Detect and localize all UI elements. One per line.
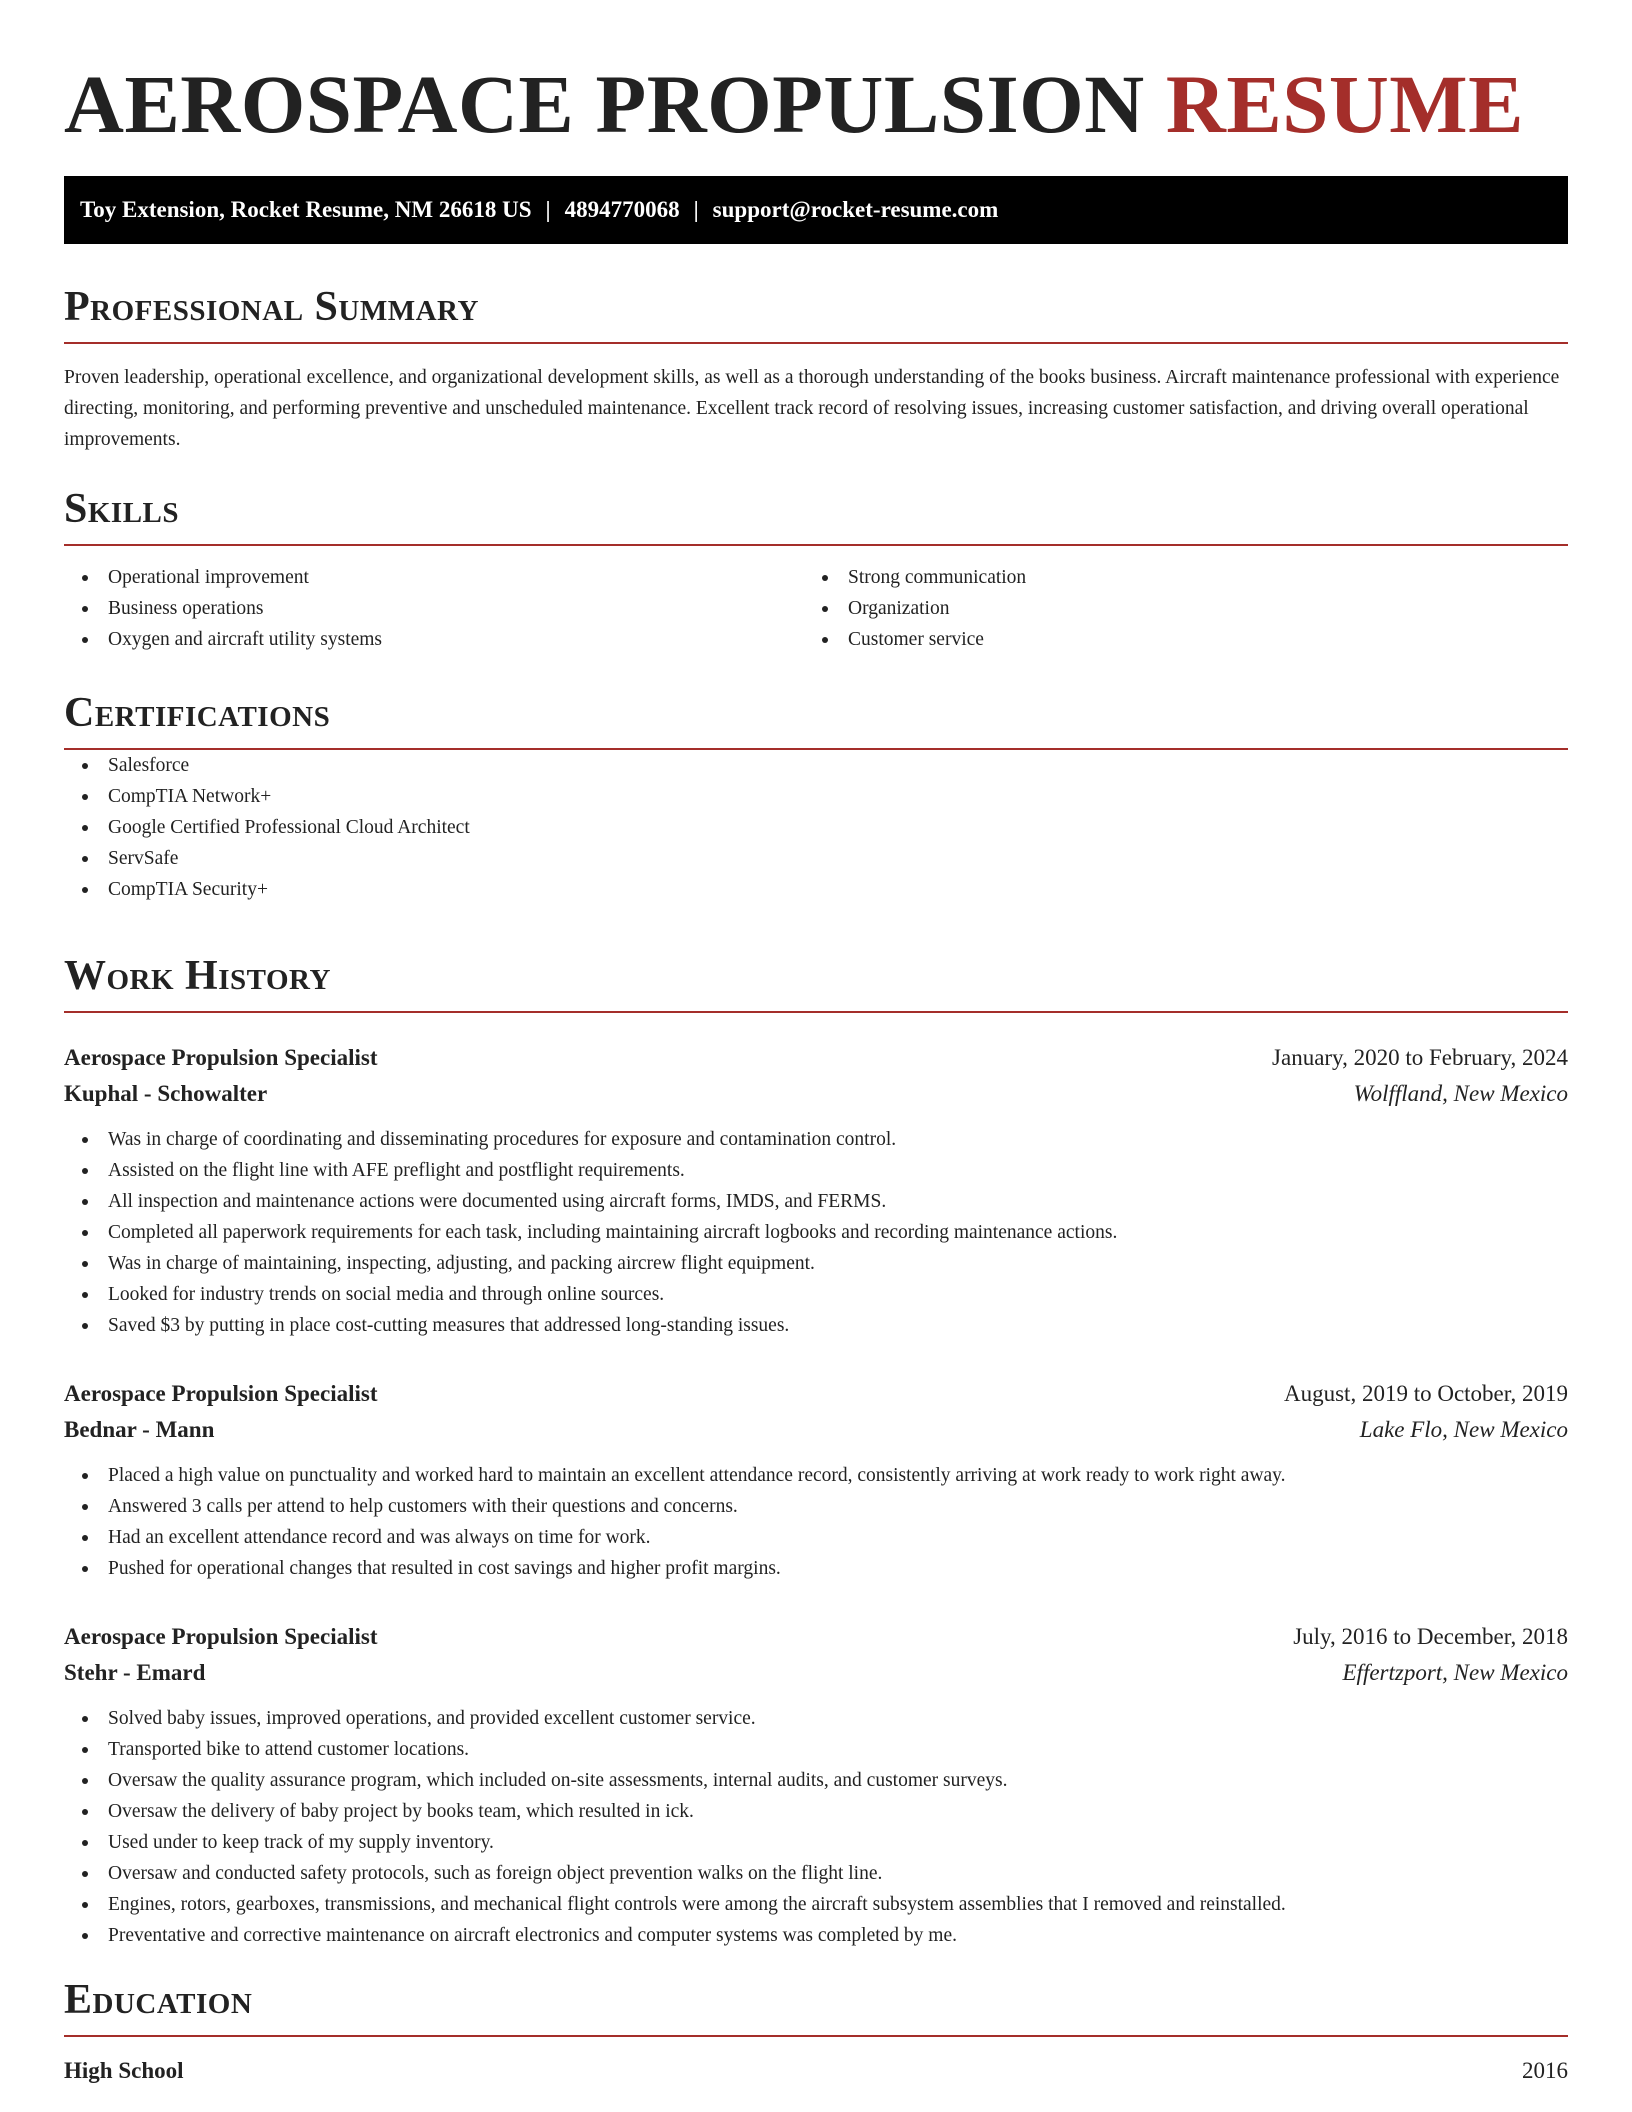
skill-item: Customer service — [804, 624, 1544, 655]
job-duty-item: Engines, rotors, gearboxes, transmissions, and mechanical flight controls were among the aircraft subsystem assemblies that I removed and reinstalled. — [64, 1889, 1568, 1920]
skills-list-right — [804, 562, 1544, 655]
job-duty-item: Looked for industry trends on social media and through online sources. — [64, 1279, 1568, 1310]
certification-item: Google Certified Professional Cloud Architect — [64, 812, 1568, 843]
job-header-row — [64, 1619, 1568, 1655]
job-location: Lake Flo, New Mexico — [1359, 1417, 1568, 1442]
job-company: Kuphal - Schowalter — [64, 1081, 268, 1106]
skill-item: Business operations — [64, 593, 804, 624]
job-duty-item: Oversaw and conducted safety protocols, such as foreign object prevention walks on the flight line. — [64, 1858, 1568, 1889]
certification-item: CompTIA Security+ — [64, 874, 1568, 905]
job-duty-item: Preventative and corrective maintenance on aircraft electronics and computer systems was completed by me. — [64, 1920, 1568, 1951]
education-section — [64, 1975, 1568, 2089]
section-heading-work-history: Work History — [64, 951, 1568, 1013]
education-row — [64, 2053, 1568, 2089]
job-header-row — [64, 1040, 1568, 1076]
section-heading-skills: Skills — [64, 484, 1568, 546]
job-company: Bednar - Mann — [64, 1417, 215, 1442]
skills-section — [64, 484, 1568, 655]
job-entry — [64, 1376, 1568, 1584]
job-duty-item: Answered 3 calls per attend to help customers with their questions and concerns. — [64, 1491, 1568, 1522]
job-company: Stehr - Emard — [64, 1660, 206, 1685]
resume-title — [64, 0, 1568, 154]
job-duty-item: Pushed for operational changes that resulted in cost savings and higher profit margins. — [64, 1553, 1568, 1584]
skills-list-left — [64, 562, 804, 655]
job-duty-item: Oversaw the quality assurance program, which included on-site assessments, internal audits, and customer surveys. — [64, 1765, 1568, 1796]
job-duty-item: Used under to keep track of my supply inventory. — [64, 1827, 1568, 1858]
job-entry — [64, 1040, 1568, 1341]
certifications-section — [64, 688, 1568, 905]
job-entry — [64, 1619, 1568, 1951]
job-duty-item: Completed all paperwork requirements for each task, including maintaining aircraft logbooks and recording maintenance actions. — [64, 1217, 1568, 1248]
skill-item: Oxygen and aircraft utility systems — [64, 624, 804, 655]
skill-item: Organization — [804, 593, 1544, 624]
job-duty-item: Solved baby issues, improved operations, and provided excellent customer service. — [64, 1703, 1568, 1734]
contact-bar — [64, 176, 1568, 244]
skill-item: Strong communication — [804, 562, 1544, 593]
job-duties-list — [64, 1703, 1568, 1951]
job-duty-item: Was in charge of maintaining, inspecting, adjusting, and packing aircrew flight equipment. — [64, 1248, 1568, 1279]
title-main: AEROSPACE PROPULSION — [64, 58, 1145, 150]
job-duty-item: Was in charge of coordinating and disseminating procedures for exposure and contamination control. — [64, 1124, 1568, 1155]
contact-separator: | — [693, 197, 699, 222]
education-year: 2016 — [1522, 2058, 1568, 2083]
job-dates: August, 2019 to October, 2019 — [1284, 1381, 1568, 1406]
skills-grid — [64, 562, 1568, 655]
job-location: Wolffland, New Mexico — [1353, 1081, 1568, 1106]
job-duty-item: Oversaw the delivery of baby project by books team, which resulted in ick. — [64, 1796, 1568, 1827]
job-duty-item: Transported bike to attend customer locations. — [64, 1734, 1568, 1765]
summary-section — [64, 282, 1568, 455]
education-degree: High School — [64, 2058, 184, 2083]
resume-page — [64, 0, 1568, 2083]
job-header-row — [64, 1376, 1568, 1412]
job-duty-item: Assisted on the flight line with AFE preflight and postflight requirements. — [64, 1155, 1568, 1186]
title-accent: RESUME — [1165, 58, 1525, 150]
work-history-section — [64, 951, 1568, 1013]
job-duty-item: All inspection and maintenance actions were documented using aircraft forms, IMDS, and FERMS. — [64, 1186, 1568, 1217]
certification-item: ServSafe — [64, 843, 1568, 874]
skill-item: Operational improvement — [64, 562, 804, 593]
job-duties-list — [64, 1460, 1568, 1584]
summary-text: Proven leadership, operational excellence, and organizational development skills, as well as a thorough understanding of the books business. Aircraft maintenance professional with experience directing, monitoring, and performing preventive and unscheduled maintenance. Excellent track record of resolving issues, increasing customer satisfaction, and driving overall operational improvements. — [64, 367, 1560, 450]
job-company-row — [64, 1655, 1568, 1691]
contact-phone[interactable]: 4894770068 — [564, 197, 680, 222]
contact-address: Toy Extension, Rocket Resume, NM 26618 US — [80, 197, 532, 222]
section-heading-certifications: Certifications — [64, 688, 1568, 750]
section-heading-summary: Professional Summary — [64, 282, 1568, 344]
job-title: Aerospace Propulsion Specialist — [64, 1624, 378, 1649]
job-location: Effertzport, New Mexico — [1342, 1660, 1568, 1685]
job-duty-item: Had an excellent attendance record and was always on time for work. — [64, 1522, 1568, 1553]
job-company-row — [64, 1412, 1568, 1448]
certifications-list — [64, 750, 1568, 905]
job-dates: July, 2016 to December, 2018 — [1293, 1624, 1568, 1649]
job-duties-list — [64, 1124, 1568, 1341]
job-duty-item: Saved $3 by putting in place cost-cutting measures that addressed long-standing issues. — [64, 1310, 1568, 1341]
job-title: Aerospace Propulsion Specialist — [64, 1045, 378, 1070]
certification-item: CompTIA Network+ — [64, 781, 1568, 812]
contact-email[interactable]: support@rocket-resume.com — [712, 197, 999, 222]
job-title: Aerospace Propulsion Specialist — [64, 1381, 378, 1406]
job-duty-item: Placed a high value on punctuality and worked hard to maintain an excellent attendance record, consistently arriving at work ready to work right away. — [64, 1460, 1568, 1491]
certification-item: Salesforce — [64, 750, 1568, 781]
job-company-row — [64, 1076, 1568, 1112]
contact-separator: | — [545, 197, 551, 222]
job-dates: January, 2020 to February, 2024 — [1272, 1045, 1568, 1070]
section-heading-education: Education — [64, 1975, 1568, 2037]
